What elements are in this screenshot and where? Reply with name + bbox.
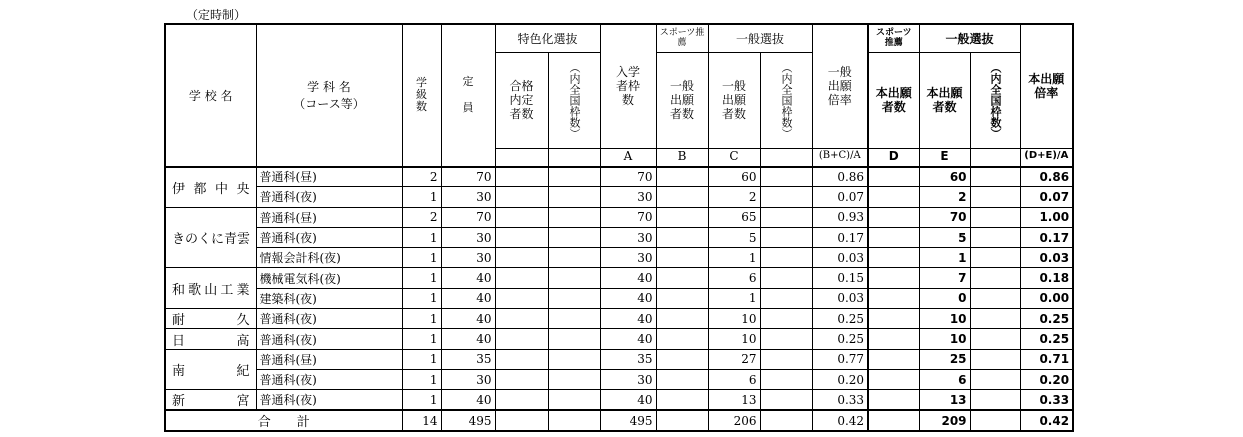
nyugaku-cell: 30 [600,227,656,247]
header-e-label: 本出願者数 [926,86,963,114]
gokaku-cell [495,248,548,268]
ippan-rate-cell: 0.86 [812,167,868,187]
total-nyugaku: 495 [600,410,656,431]
nyugaku-cell: 40 [600,288,656,308]
table-row [165,390,1073,411]
total-e: 209 [919,410,970,431]
header-ippan2: 一般選抜 [919,24,1020,52]
classes-cell: 1 [402,309,441,329]
c-cell: 65 [708,207,760,227]
gokaku-cell [495,349,548,369]
header-b [656,52,708,148]
d-cell [868,349,919,369]
school-name: 和歌山工業 [165,268,256,309]
d-cell [868,309,919,329]
header-nyugaku [600,24,656,148]
c-cell: 6 [708,369,760,389]
table-row [165,248,1073,268]
header-classes-label: 学級数 [416,76,427,114]
caption: （定時制） [186,8,247,22]
ippan-rate-cell: 0.15 [812,268,868,288]
header-zenkoku2 [760,52,812,148]
e-cell: 2 [919,187,970,207]
header-zenkoku2-label: （内全国枠数） [780,61,794,139]
capacity-cell: 30 [441,369,495,389]
nyugaku-cell: 70 [600,207,656,227]
department-name: 建築科(夜) [256,288,402,308]
nyugaku-cell: 30 [600,187,656,207]
header-dept-label: 学 科 名 [307,80,351,95]
table-row [165,207,1073,227]
gokaku-cell [495,329,548,349]
capacity-cell: 40 [441,309,495,329]
school-name: 耐久 [165,309,256,329]
gokaku-cell [495,187,548,207]
zenkoku3-cell [970,329,1020,349]
e-cell: 7 [919,268,970,288]
header-capacity-label: 定員 [462,75,474,115]
zenkoku3-cell [970,369,1020,389]
school-name: 南紀 [165,349,256,390]
table-row [165,309,1073,329]
header-sports2: スポーツ推薦 [868,24,919,52]
zenkoku3-cell [970,390,1020,411]
header-tokushoku: 特色化選抜 [495,24,600,52]
hon-rate-cell: 0.07 [1020,187,1073,207]
table-row [165,227,1073,247]
department-name: 情報会計科(夜) [256,248,402,268]
ippan-rate-cell: 0.25 [812,329,868,349]
zenkoku1-cell [548,227,600,247]
e-cell: 70 [919,207,970,227]
hon-rate-cell: 0.25 [1020,329,1073,349]
total-b [656,410,708,431]
e-cell: 6 [919,369,970,389]
nyugaku-cell: 70 [600,167,656,187]
hon-rate-cell: 0.33 [1020,390,1073,411]
zenkoku3-cell [970,207,1020,227]
header-dept [256,24,402,167]
d-cell [868,227,919,247]
classes-cell: 1 [402,329,441,349]
header-d [868,52,919,148]
header-letter-a: A [600,148,656,167]
classes-cell: 1 [402,227,441,247]
header-gokaku [495,52,548,148]
b-cell [656,349,708,369]
department-name: 普通科(夜) [256,227,402,247]
nyugaku-cell: 40 [600,329,656,349]
school-name: きのくに青雲 [165,207,256,268]
department-name: 普通科(夜) [256,369,402,389]
table-row [165,329,1073,349]
total-zenkoku2 [760,410,812,431]
b-cell [656,227,708,247]
classes-cell: 1 [402,187,441,207]
hon-rate-cell: 0.17 [1020,227,1073,247]
zenkoku1-cell [548,167,600,187]
zenkoku2-cell [760,167,812,187]
zenkoku3-cell [970,167,1020,187]
header-zenkoku2-foot [760,148,812,167]
department-name: 普通科(夜) [256,390,402,411]
table-row [165,288,1073,308]
header-b-label: 一般出願者数 [670,79,695,121]
b-cell [656,187,708,207]
table-row [165,349,1073,369]
c-cell: 10 [708,329,760,349]
total-zenkoku3 [970,410,1020,431]
classes-cell: 1 [402,288,441,308]
department-name: 普通科(夜) [256,329,402,349]
admission-table-frame [164,23,1074,432]
gokaku-cell [495,288,548,308]
nyugaku-cell: 40 [600,268,656,288]
hon-rate-cell: 0.18 [1020,268,1073,288]
c-cell: 60 [708,167,760,187]
zenkoku3-cell [970,309,1020,329]
zenkoku2-cell [760,187,812,207]
classes-cell: 2 [402,207,441,227]
header-letter-c: C [708,148,760,167]
header-letter-e: E [919,148,970,167]
zenkoku2-cell [760,390,812,411]
table-row [165,187,1073,207]
c-cell: 27 [708,349,760,369]
ippan-rate-cell: 0.03 [812,288,868,308]
total-c: 206 [708,410,760,431]
school-name: 新宮 [165,390,256,411]
header-zenkoku3 [970,52,1020,148]
d-cell [868,207,919,227]
zenkoku2-cell [760,369,812,389]
c-cell: 6 [708,268,760,288]
header-capacity [441,24,495,167]
header-c [708,52,760,148]
header-formula2: (D+E)/A [1020,148,1073,167]
header-school [165,24,256,167]
header-dept-sub: （コース等） [293,97,365,112]
classes-cell: 1 [402,349,441,369]
hon-rate-cell: 1.00 [1020,207,1073,227]
department-name: 普通科(昼) [256,207,402,227]
nyugaku-cell: 35 [600,349,656,369]
nyugaku-cell: 40 [600,390,656,411]
d-cell [868,329,919,349]
zenkoku3-cell [970,187,1020,207]
header-zenkoku1-label: （内全国枠数） [568,61,581,139]
header-ippan1: 一般選抜 [708,24,812,52]
capacity-cell: 30 [441,187,495,207]
b-cell [656,207,708,227]
e-cell: 10 [919,309,970,329]
header-letter-d: D [868,148,919,167]
zenkoku1-cell [548,288,600,308]
total-label: 合 計 [165,410,402,431]
capacity-cell: 30 [441,248,495,268]
department-name: 普通科(昼) [256,349,402,369]
capacity-cell: 30 [441,227,495,247]
b-cell [656,167,708,187]
classes-cell: 1 [402,248,441,268]
c-cell: 1 [708,288,760,308]
capacity-cell: 40 [441,288,495,308]
total-hon-rate: 0.42 [1020,410,1073,431]
zenkoku3-cell [970,288,1020,308]
gokaku-cell [495,207,548,227]
b-cell [656,309,708,329]
zenkoku1-cell [548,349,600,369]
total-zenkoku1 [548,410,600,431]
zenkoku2-cell [760,349,812,369]
header-classes [402,24,441,167]
zenkoku1-cell [548,369,600,389]
e-cell: 1 [919,248,970,268]
zenkoku3-cell [970,227,1020,247]
hon-rate-cell: 0.03 [1020,248,1073,268]
nyugaku-cell: 30 [600,369,656,389]
total-classes: 14 [402,410,441,431]
gokaku-cell [495,167,548,187]
capacity-cell: 70 [441,167,495,187]
header-e [919,52,970,148]
e-cell: 10 [919,329,970,349]
zenkoku2-cell [760,268,812,288]
nyugaku-cell: 30 [600,248,656,268]
school-name: 日高 [165,329,256,349]
header-c-label: 一般出願者数 [722,79,747,121]
classes-cell: 2 [402,167,441,187]
b-cell [656,248,708,268]
ippan-rate-cell: 0.93 [812,207,868,227]
total-ippan-rate: 0.42 [812,410,868,431]
total-row [165,410,1073,431]
nyugaku-cell: 40 [600,309,656,329]
zenkoku1-cell [548,207,600,227]
table-row [165,167,1073,187]
b-cell [656,288,708,308]
school-name: 伊都中央 [165,167,256,208]
d-cell [868,187,919,207]
zenkoku2-cell [760,329,812,349]
d-cell [868,167,919,187]
zenkoku1-cell [548,268,600,288]
admission-table [164,23,1074,432]
c-cell: 2 [708,187,760,207]
d-cell [868,288,919,308]
d-cell [868,268,919,288]
b-cell [656,329,708,349]
ippan-rate-cell: 0.03 [812,248,868,268]
total-gokaku [495,410,548,431]
ippan-rate-cell: 0.07 [812,187,868,207]
d-cell [868,390,919,411]
table-row [165,369,1073,389]
zenkoku2-cell [760,309,812,329]
capacity-cell: 40 [441,390,495,411]
header-zenkoku1-foot [548,148,600,167]
zenkoku3-cell [970,268,1020,288]
hon-rate-cell: 0.25 [1020,309,1073,329]
zenkoku3-cell [970,349,1020,369]
header-letter-b: B [656,148,708,167]
gokaku-cell [495,227,548,247]
d-cell [868,248,919,268]
ippan-rate-cell: 0.33 [812,390,868,411]
header-school-label: 学 校 名 [188,88,233,103]
hon-rate-cell: 0.00 [1020,288,1073,308]
gokaku-cell [495,390,548,411]
ippan-rate-cell: 0.77 [812,349,868,369]
total-d [868,410,919,431]
header-ippan-rate [812,24,868,148]
header-zenkoku3-label: （内全国枠数） [989,61,1003,139]
hon-rate-cell: 0.86 [1020,167,1073,187]
zenkoku1-cell [548,309,600,329]
classes-cell: 1 [402,369,441,389]
capacity-cell: 40 [441,329,495,349]
total-capacity: 495 [441,410,495,431]
ippan-rate-cell: 0.25 [812,309,868,329]
zenkoku2-cell [760,248,812,268]
department-name: 機械電気科(夜) [256,268,402,288]
zenkoku2-cell [760,207,812,227]
zenkoku2-cell [760,288,812,308]
header-gokaku-label: 合格内定者数 [509,79,534,121]
gokaku-cell [495,268,548,288]
b-cell [656,369,708,389]
header-formula1: (B+C)/A [812,148,868,167]
e-cell: 5 [919,227,970,247]
capacity-cell: 40 [441,268,495,288]
hon-rate-cell: 0.71 [1020,349,1073,369]
header-sports1: スポーツ推薦 [656,24,708,52]
header-zenkoku3-foot [970,148,1020,167]
capacity-cell: 70 [441,207,495,227]
b-cell [656,390,708,411]
c-cell: 5 [708,227,760,247]
ippan-rate-cell: 0.17 [812,227,868,247]
gokaku-cell [495,369,548,389]
zenkoku3-cell [970,248,1020,268]
classes-cell: 1 [402,268,441,288]
zenkoku1-cell [548,390,600,411]
department-name: 普通科(昼) [256,167,402,187]
e-cell: 13 [919,390,970,411]
header-d-label: 本出願者数 [875,86,912,114]
e-cell: 60 [919,167,970,187]
gokaku-cell [495,309,548,329]
department-name: 普通科(夜) [256,187,402,207]
header-ippan-rate-label: 一般出願倍率 [827,65,852,108]
capacity-cell: 35 [441,349,495,369]
table-row [165,268,1073,288]
e-cell: 25 [919,349,970,369]
c-cell: 13 [708,390,760,411]
b-cell [656,268,708,288]
c-cell: 1 [708,248,760,268]
zenkoku1-cell [548,248,600,268]
department-name: 普通科(夜) [256,309,402,329]
zenkoku1-cell [548,329,600,349]
header-hon-rate-label: 本出願倍率 [1028,72,1065,101]
hon-rate-cell: 0.20 [1020,369,1073,389]
header-nyugaku-label: 入学者枠数 [616,65,641,108]
header-zenkoku1 [548,52,600,148]
d-cell [868,369,919,389]
ippan-rate-cell: 0.20 [812,369,868,389]
zenkoku1-cell [548,187,600,207]
classes-cell: 1 [402,390,441,411]
header-gokaku-foot [495,148,548,167]
e-cell: 0 [919,288,970,308]
zenkoku2-cell [760,227,812,247]
c-cell: 10 [708,309,760,329]
header-hon-rate [1020,24,1073,148]
